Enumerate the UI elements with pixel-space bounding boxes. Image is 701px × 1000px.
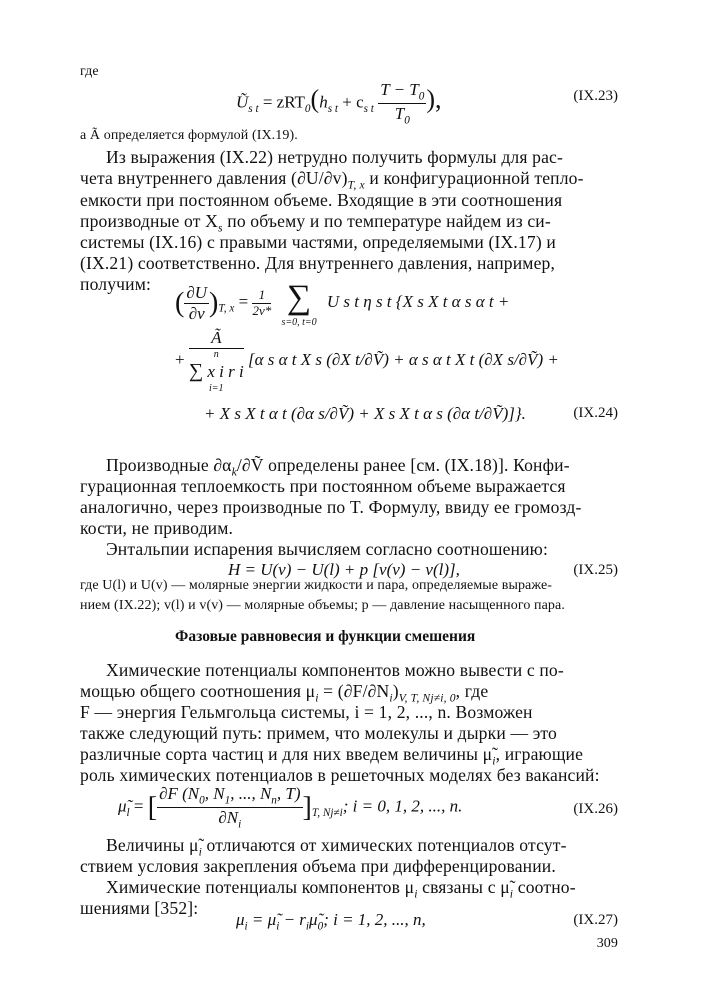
- where-label: где: [80, 64, 99, 79]
- equation-number-ix-25: (IX.25): [573, 562, 618, 578]
- para1-line6: (IX.21) соответственно. Для внутреннего давления, например,: [80, 253, 556, 273]
- equation-number-ix-27: (IX.27): [573, 912, 618, 928]
- note-ix-25-line1: где U(l) и U(v) — молярные энергии жидкости и пара, определяемые выраже-: [80, 578, 553, 593]
- section-heading: Фазовые равновесия и функции смешения: [175, 628, 476, 645]
- equation-ix-27: $\mu_i$ = $\mũ_i$ − $r_i\mũ_0$; i = 1, 2, ..., n,: [236, 910, 426, 933]
- para1-line5: системы (IX.16) с правыми частями, определяемыми (IX.17) и: [80, 232, 556, 252]
- equation-number-ix-26: (IX.26): [573, 801, 618, 817]
- equation-ix-26: $\mũ_l$ = [ $\frac{\partial F (N_0, N_1, ..., N_n, T)}{\partial N_i}$ ]$_{T, Nj\ne i}$; i = 0, 1, 2, ..., n.: [118, 784, 463, 831]
- page-number: 309: [596, 936, 618, 951]
- equation-number-ix-24: (IX.24): [573, 405, 618, 421]
- para4-line5: различные сорта частиц и для них введем величины $\mũ_i$, играющие: [80, 744, 584, 768]
- para2-line3: аналогично, через производные по T. Формулу, ввиду ее громозд-: [80, 497, 582, 517]
- para5-line2: ствием условия закрепления объема при дифференцировании.: [80, 856, 556, 876]
- para4-line4: также следующий путь: примем, что молекулы и дырки — это: [80, 723, 557, 743]
- para2-line1: Производные $\partial\alpha_k/\partial Ṽ$ определены ранее [см. (IX.18)]. Конфи-: [106, 455, 570, 479]
- para5-line1: Величины $\mũ_i$ отличаются от химических потенциалов отсут-: [106, 835, 567, 859]
- para1-line2: чета внутреннего давления $(\partial U/\partial v)_{T, x}$ и конфигурационной тепло-: [80, 168, 584, 192]
- para1-line1: Из выражения (IX.22) нетрудно получить формулы для рас-: [106, 147, 564, 167]
- para1-line3: емкости при постоянном объеме. Входящие в эти соотношения: [80, 190, 563, 210]
- equation-ix-25: H = U(v) − U(l) + p [v(v) − v(l)],: [228, 560, 460, 579]
- para1-line7: получим:: [80, 274, 152, 294]
- para1-line4: производные от $X_s$ по объему и по температуре найдем из си-: [80, 211, 551, 235]
- equation-ix-24-line3: + X s X t α t (∂α s/∂Ṽ) + X s X t α s (∂α t/∂Ṽ)]}.: [204, 404, 526, 423]
- para5-line3: Химические потенциалы компонентов $\mu_i$ связаны с $\mũ_i$ соотно-: [106, 877, 576, 901]
- para3: Энтальпии испарения вычисляем согласно соотношению:: [106, 539, 549, 559]
- para4-line3: F — энергия Гельмгольца системы, i = 1, 2, ..., n. Возможен: [80, 702, 533, 722]
- equation-ix-24-line1: ( $\frac{\partial U}{\partial v}$ )$_{T, x}$ = $\frac{1}{2v*}$ ∑ s=0, t=0 U s t η s t {X s X t α s α t +: [175, 279, 510, 329]
- para5-line4: шениями [352]:: [80, 898, 199, 918]
- para4-line1: Химические потенциалы компонентов можно вывести с по-: [106, 660, 564, 680]
- equation-number-ix-23: (IX.23): [573, 88, 618, 104]
- equation-ix-23: $Ũ_{s t} = zRT_0(h_{s t} + c_{s t}$ $\frac{T - T_0}{T_0}$ ),: [236, 80, 442, 127]
- line-a-definition: а Ã определяется формулой (IX.19).: [80, 128, 298, 143]
- para2-line4: кости, не приводим.: [80, 518, 234, 538]
- para4-line6: роль химических потенциалов в решеточных моделях без вакансий:: [80, 765, 600, 785]
- equation-ix-24-line2: + Ã n ∑ x i r i i=1 [α s α t X s (∂X t/∂Ṽ) + α s α t X t (∂X s/∂Ṽ) +: [175, 328, 559, 395]
- para4-line2: мощью общего соотношения $\mu_i = (\partial F/\partial N_i)_{V, T, Nj\ne i, 0}$, где: [80, 681, 489, 705]
- para2-line2: гурационная теплоемкость при постоянном объеме выражается: [80, 476, 566, 496]
- note-ix-25-line2: нием (IX.22); v(l) и v(v) — молярные объемы; p — давление насыщенного пара.: [80, 598, 565, 613]
